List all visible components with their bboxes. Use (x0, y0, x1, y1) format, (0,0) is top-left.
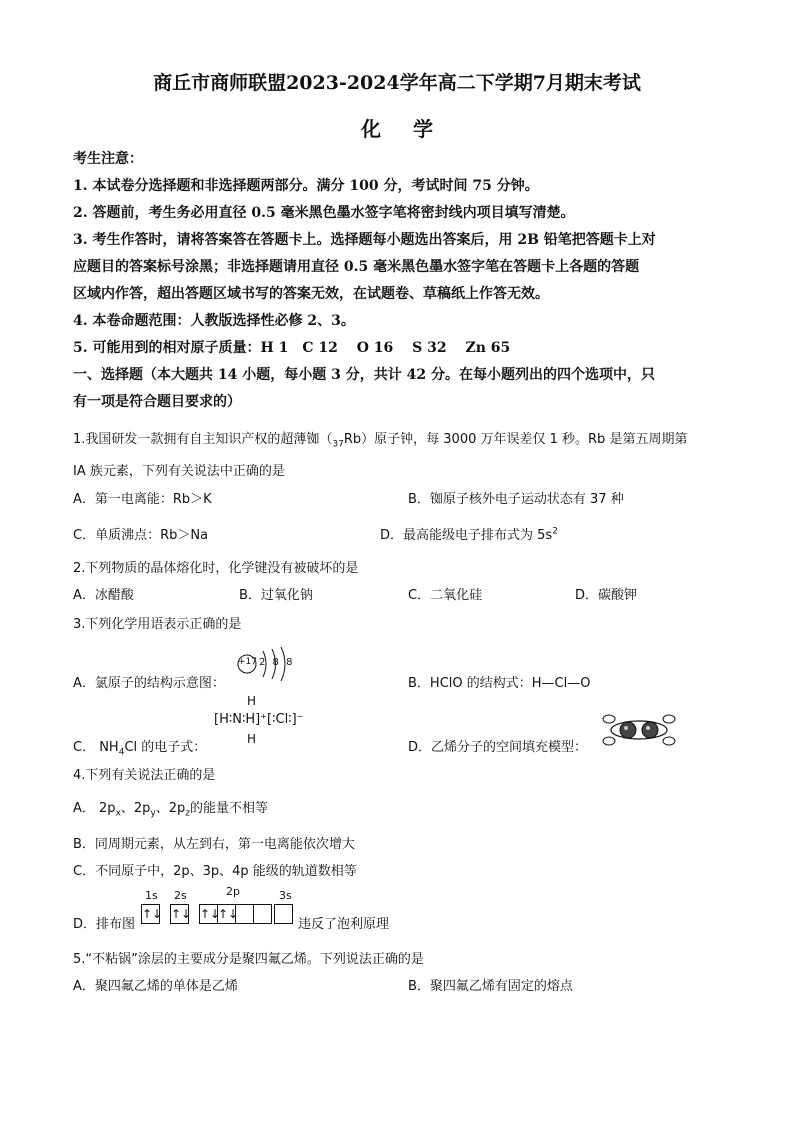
q5-option-b: B．聚四氟乙烯有固定的熔点 (408, 979, 573, 994)
q4-option-a-z: z (185, 808, 191, 819)
q3-stem: 3.下列化学用语表示正确的是 (73, 617, 242, 632)
q2-option-b: B．过氧化钠 (239, 588, 313, 603)
chlorine-shell-counts: 2 8 8 (259, 657, 295, 668)
q4-option-a-2: 、2p (120, 801, 151, 816)
q3-option-a: A．氯原子的结构示意图： (73, 676, 225, 691)
q4-stem: 4.下列有关说法正确的是 (73, 768, 216, 783)
q2-stem: 2.下列物质的晶体熔化时，化学键没有被破坏的是 (73, 561, 359, 576)
section-heading-1: 一、选择题（本大题共 14 小题，每小题 3 分，共计 42 分。在每小题列出的四个选项中，只 (73, 367, 655, 383)
orbital-cell-2p-4 (254, 905, 271, 923)
note-5: 5. 可能用到的相对原子质量：H 1 C 12 O 16 S 32 Zn 65 (73, 340, 511, 356)
orbital-cell-1s: ↑↓ (142, 907, 163, 921)
q4-option-a-y: y (150, 808, 156, 819)
q5-stem: 5.“不粘锅”涂层的主要成分是聚四氟乙烯。下列说法正确的是 (73, 952, 424, 967)
chlorine-atom-diagram (234, 641, 294, 687)
nh4cl-formula: [H∶N∶H]⁺[∶Cl∶]⁻ (214, 712, 304, 727)
q3-option-d: D．乙烯分子的空间填充模型： (408, 740, 588, 755)
q2-option-d: D．碳酸钾 (575, 588, 638, 603)
q1-stem-a: 1.我国研发一款拥有自主知识产权的超薄铷（ (73, 432, 333, 447)
q1-stem2: ⅠA 族元素，下列有关说法中正确的是 (73, 464, 285, 479)
q4-option-a (73, 797, 268, 819)
q1-stem-sub: 37 (332, 439, 344, 450)
q1-option-d (380, 524, 558, 543)
q5-option-a: A．聚四氟乙烯的单体是乙烯 (73, 979, 238, 994)
q2-option-a: A．冰醋酸 (73, 588, 134, 603)
note-3c: 区域内作答，超出答题区域书写的答案无效，在试题卷、草稿纸上作答无效。 (73, 286, 549, 302)
orbital-cell-2p-2: ↑↓ (218, 907, 239, 921)
q4-option-a-4: 的能量不相等 (190, 801, 269, 816)
q1-option-d-sup: 2 (552, 526, 558, 537)
notes-heading: 考生注意： (73, 151, 143, 167)
orbital-box-3s (274, 904, 293, 924)
q4-option-d-b: 违反了泡利原理 (298, 917, 390, 932)
q1-stem-b: Rb）原子钟，每 3000 万年误差仅 1 秒。Rb 是第五周期第 (343, 432, 688, 447)
orbital-box-2p (199, 904, 272, 924)
note-3b: 应题目的答案标号涂黑；非选择题请用直径 0.5 毫米黑色墨水签字笔在答题卡上各题的答题 (73, 259, 640, 275)
note-3a: 3. 考生作答时，请将答案答在答题卡上。选择题每小题选出答案后，用 2B 铅笔把答题卡上对 (73, 232, 656, 248)
q4-option-d-a: D．排布图 (73, 917, 136, 932)
orbital-label-2p: 2p (226, 885, 240, 898)
q1-option-b: B．铷原子核外电子运动状态有 37 种 (408, 492, 624, 507)
q2-option-c: C．二氧化硅 (408, 588, 483, 603)
exam-title: 商丘市商师联盟2023-2024学年高二下学期7月期末考试 (153, 72, 641, 94)
nh4cl-bottom-h: H (247, 732, 257, 746)
section-heading-2: 有一项是符合题目要求的） (73, 394, 241, 410)
orbital-cell-2p-3 (236, 905, 254, 923)
ethylene-model-icon (597, 712, 681, 746)
q3-option-b: B．HClO 的结构式：H—Cl—O (408, 676, 591, 691)
orbital-cell-2p-1: ↑↓ (200, 907, 221, 921)
nh4cl-electron-formula (214, 694, 364, 750)
q1-option-d-text: D．最高能级电子排布式为 5s (380, 528, 553, 543)
chlorine-nucleus-label: +17 (238, 657, 257, 667)
orbital-box-2s (170, 904, 192, 924)
q3-option-c-a: C． NH (73, 740, 119, 755)
q4-option-c: C．不同原子中，2p、3p、4p 能级的轨道数相等 (73, 864, 357, 879)
nh4cl-top-h: H (247, 694, 257, 708)
orbital-cell-3s (275, 905, 292, 923)
q3-option-c-sub: 4 (118, 747, 125, 758)
orbital-label-2s: 2s (174, 889, 187, 902)
q3-option-c (73, 736, 206, 758)
note-1: 1. 本试卷分选择题和非选择题两部分。满分 100 分，考试时间 75 分钟。 (73, 178, 539, 194)
q4-option-a-x: x (115, 808, 121, 819)
note-4: 4. 本卷命题范围：人教版选择性必修 2、3。 (73, 313, 355, 329)
orbital-label-1s: 1s (145, 889, 158, 902)
orbital-label-3s: 3s (279, 889, 292, 902)
q1-option-c: C．单质沸点：Rb＞Na (73, 528, 209, 543)
subject-title: 化学 (361, 117, 465, 141)
orbital-box-1s (141, 904, 163, 924)
q4-option-b: B．同周期元素，从左到右，第一电离能依次增大 (73, 837, 355, 852)
orbital-cell-2s: ↑↓ (171, 907, 192, 921)
q1-option-a: A．第一电离能：Rb＞K (73, 492, 212, 507)
note-2: 2. 答题前，考生务必用直径 0.5 毫米黑色墨水签字笔将密封线内项目填写清楚。 (73, 205, 575, 221)
q3-option-c-b: Cl 的电子式： (124, 740, 207, 755)
q4-option-a-3: 、2p (155, 801, 186, 816)
q4-option-a-1: A． 2p (73, 801, 116, 816)
q1-stem (73, 428, 687, 450)
